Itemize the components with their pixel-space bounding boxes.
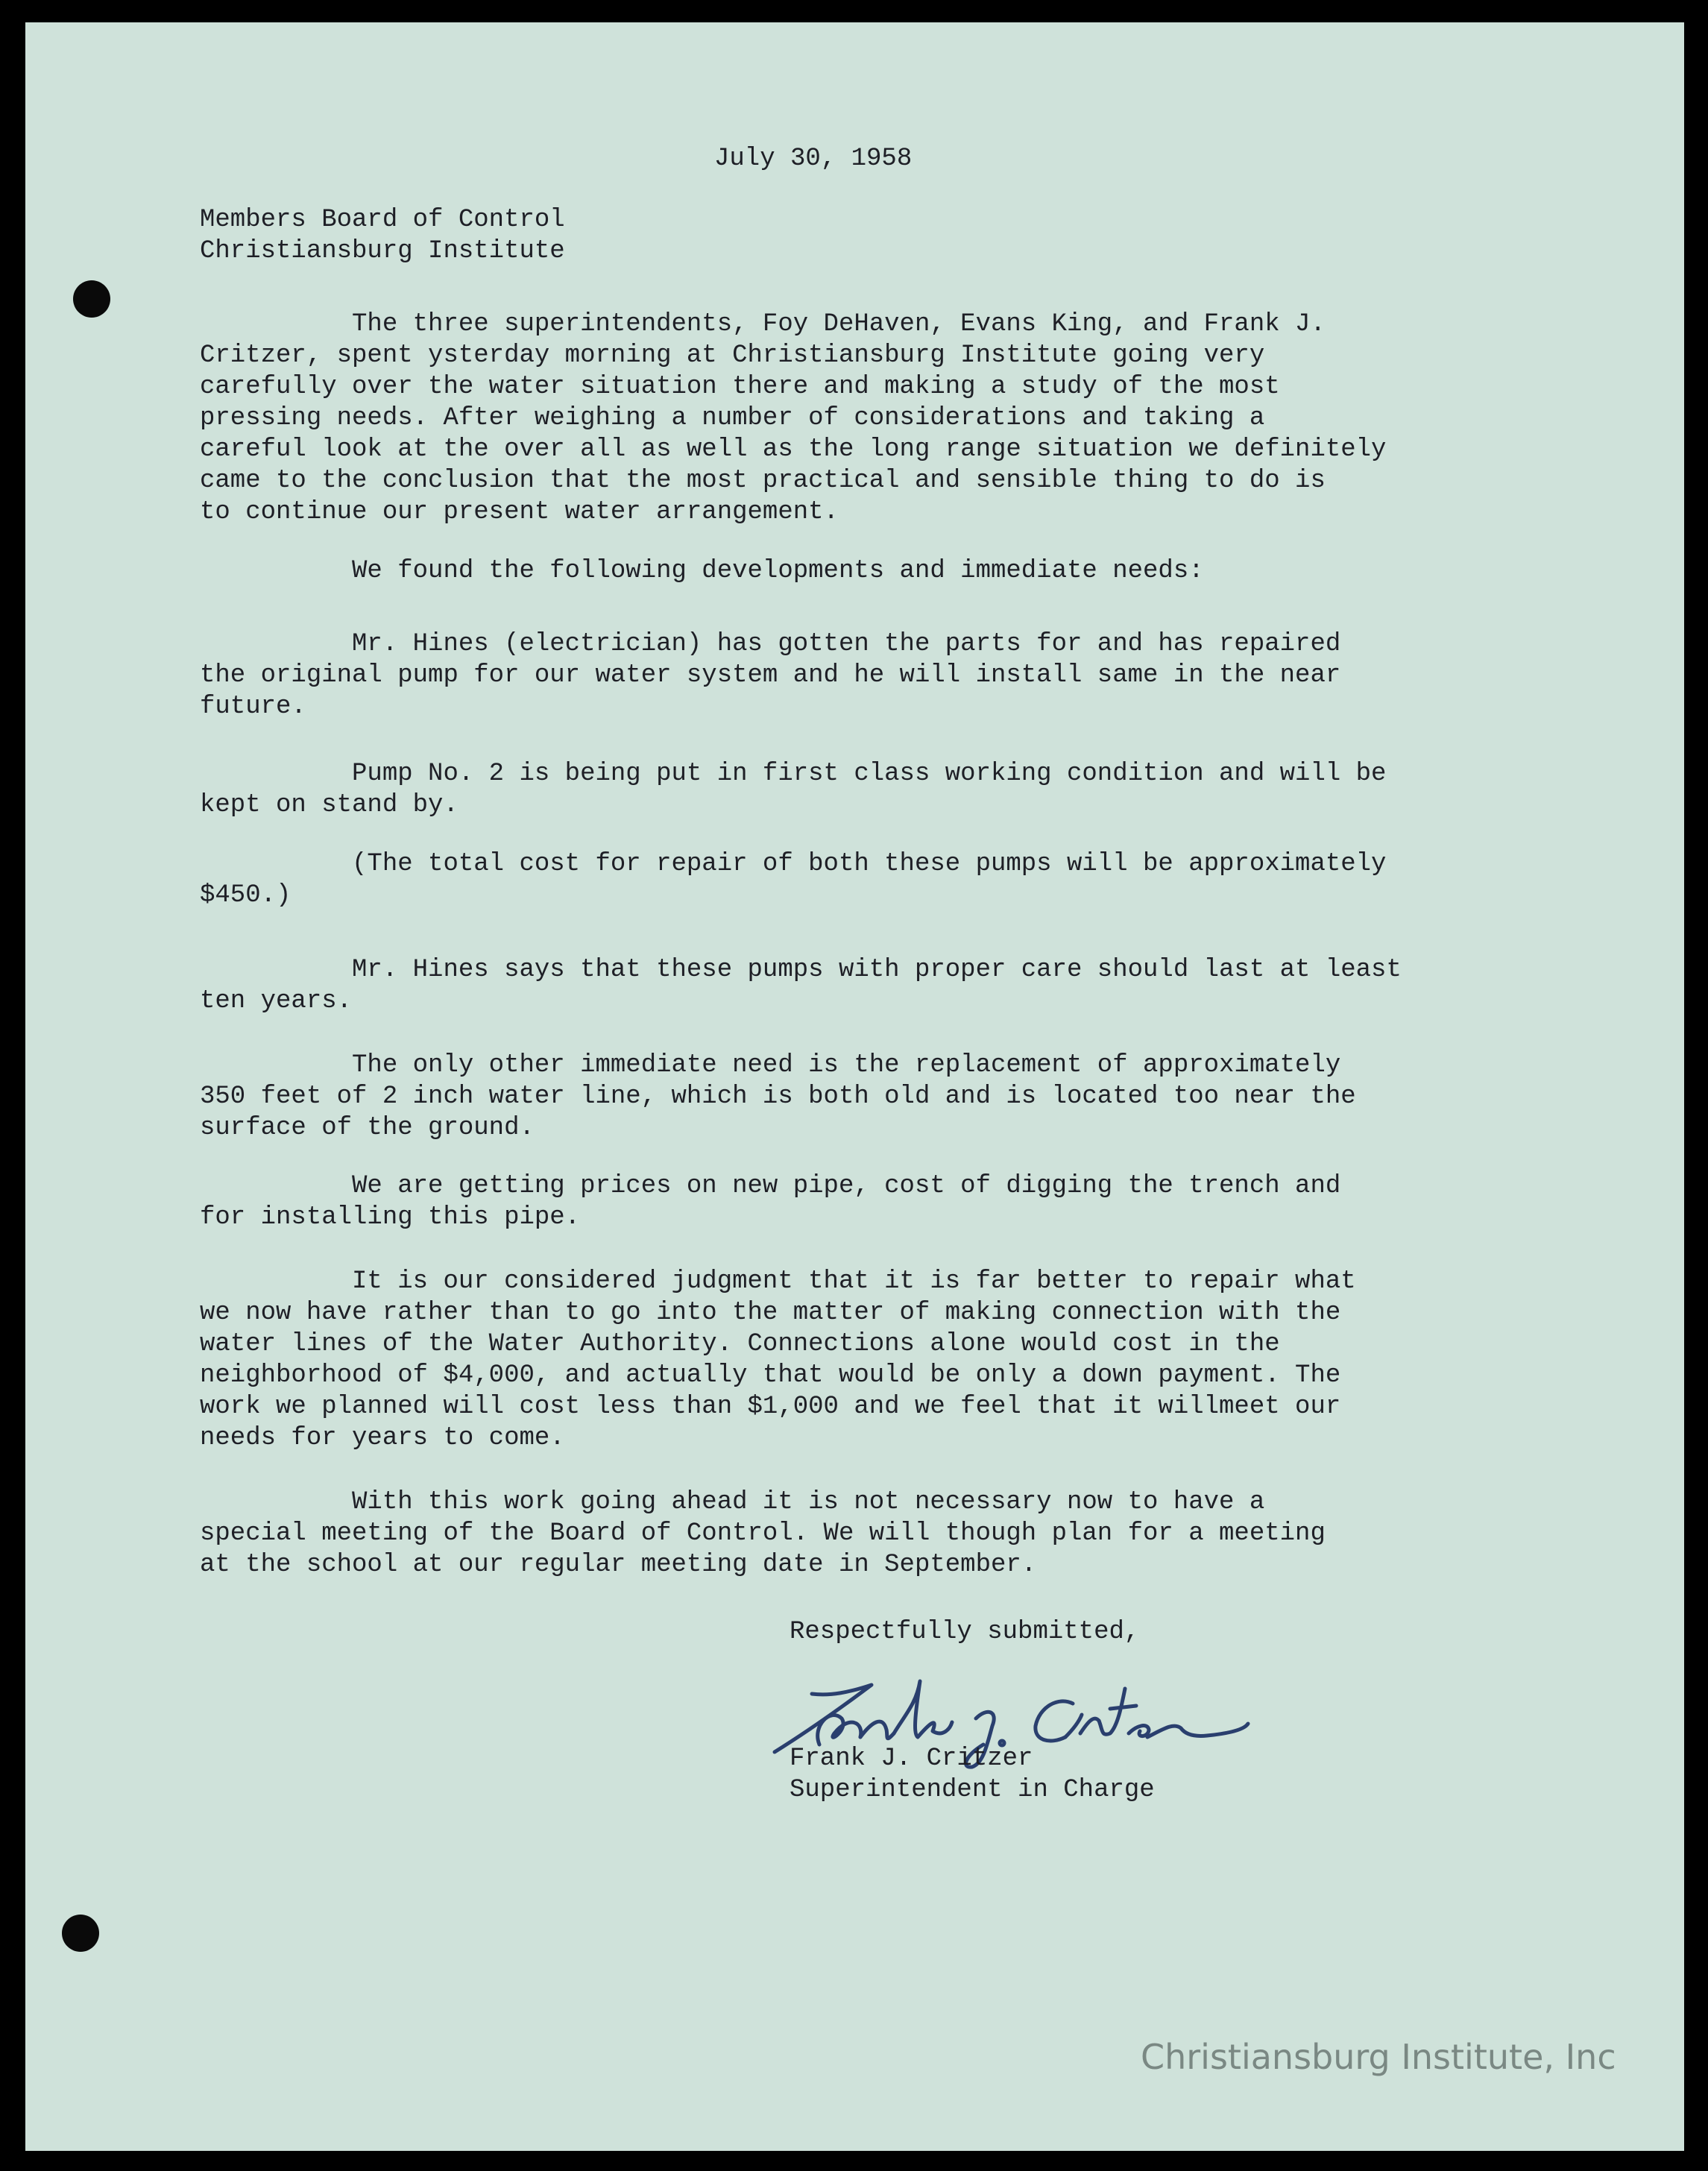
letter-sheet — [25, 22, 1684, 2151]
signer-title: Superintendent in Charge — [790, 1776, 1155, 1804]
letter-date: July 30, 1958 — [714, 145, 913, 173]
punch-hole-bottom — [62, 1915, 99, 1952]
watermark: Christiansburg Institute, Inc — [1141, 2037, 1616, 2077]
body-paragraph: Mr. Hines (electrician) has gotten the parts for and has repaired the original pump for our water system and he will install same in the near future. — [200, 630, 1341, 721]
body-paragraph: It is our considered judgment that it is far better to repair what we now have rather than to go into the matter of making connection with the water lines of the Water Authority. Connections alone would cost in the neighborhood of $4,000, and actually that would be only a down payment. The work we planned will cost less than $1,000 and we feel that it willmeet our needs for years to come. — [200, 1267, 1356, 1452]
body-paragraph: With this work going ahead it is not necessary now to have a special meeting of the Board of Control. We will though plan for a meeting at the school at our regular meeting date in September. — [200, 1488, 1326, 1579]
signer-name: Frank J. Critzer — [790, 1745, 1033, 1773]
closing-salutation: Respectfully submitted, — [790, 1618, 1140, 1646]
body-paragraph: We are getting prices on new pipe, cost of digging the trench and for installing this pipe. — [200, 1172, 1341, 1232]
body-paragraph: We found the following developments and immediate needs: — [200, 557, 1204, 585]
punch-hole-top — [73, 280, 110, 318]
body-paragraph: The only other immediate need is the replacement of approximately 350 feet of 2 inch water line, which is both old and is located too near the surface of the ground. — [200, 1051, 1356, 1142]
body-paragraph: Mr. Hines says that these pumps with proper care should last at least ten years. — [200, 956, 1402, 1015]
body-paragraph: (The total cost for repair of both these pumps will be approximately $450.) — [200, 850, 1387, 910]
body-paragraph: The three superintendents, Foy DeHaven, Evans King, and Frank J. Critzer, spent ysterday morning at Christiansburg Institute going very carefully over the water situation there and making a study of the most pressing needs. After weighing a number of considerations and taking a careful look at the over all as well as the long range situation we definitely came to the conclusion that the most practical and sensible thing to do is to continue our present water arrangement. — [200, 310, 1387, 526]
addressee-line: Christiansburg Institute — [200, 237, 565, 265]
body-paragraph: Pump No. 2 is being put in first class working condition and will be kept on stand by. — [200, 760, 1387, 819]
addressee-block — [200, 204, 565, 267]
addressee-line: Members Board of Control — [200, 206, 565, 234]
signer-block — [790, 1743, 1155, 1806]
